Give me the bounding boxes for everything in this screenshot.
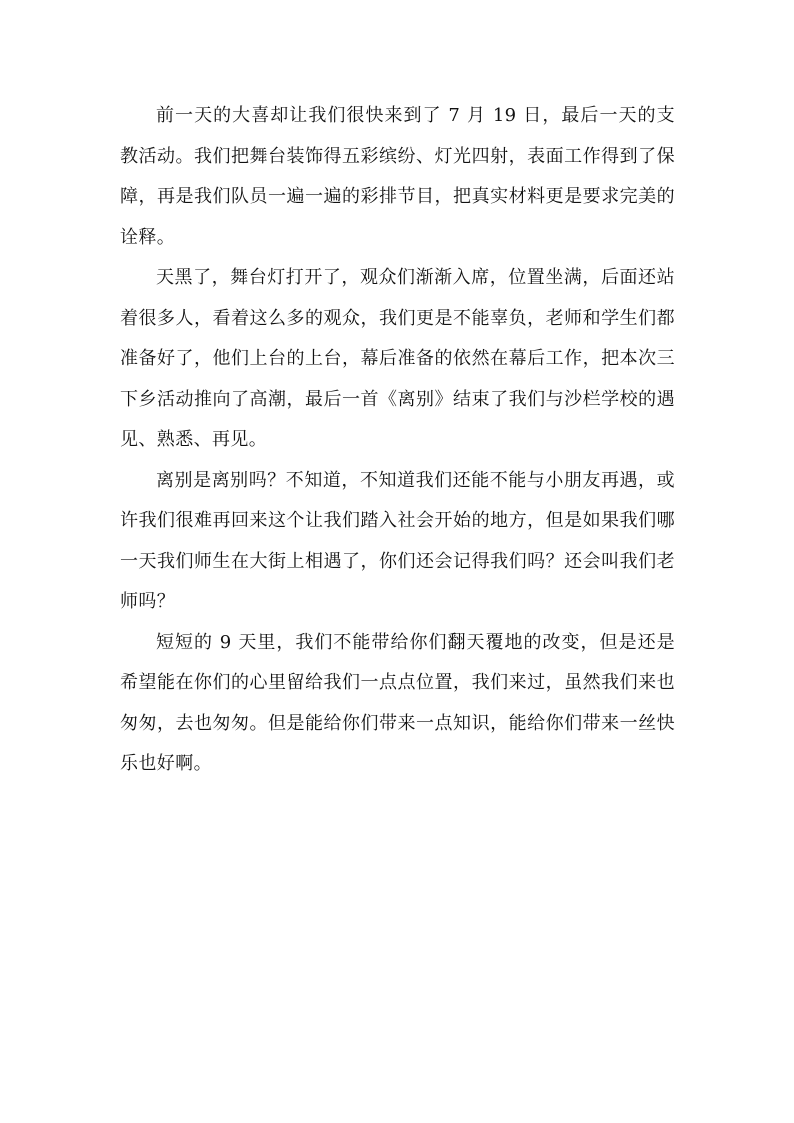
document-body <box>120 96 675 785</box>
paragraph-1: 前一天的大喜却让我们很快来到了 7 月 19 日，最后一天的支教活动。我们把舞台装饰得五彩缤纷、灯光四射，表面工作得到了保障，再是我们队员一遍一遍的彩排节目，把真实材料更是要求完美的诠释。 <box>120 105 675 248</box>
paragraph-4: 短短的 9 天里，我们不能带给你们翻天覆地的改变，但是还是希望能在你们的心里留给我们一点点位置，我们来过，虽然我们来也匆匆，去也匆匆。但是能给你们带来一点知识，能给你们带来一丝快乐也好啊。 <box>120 631 675 774</box>
paragraph-3: 离别是离别吗？不知道，不知道我们还能不能与小朋友再遇，或许我们很难再回来这个让我们踏入社会开始的地方，但是如果我们哪一天我们师生在大街上相遇了，你们还会记得我们吗？还会叫我们老师吗？ <box>120 469 675 612</box>
paragraph-2: 天黑了，舞台灯打开了，观众们渐渐入席，位置坐满，后面还站着很多人，看着这么多的观众，我们更是不能辜负，老师和学生们都准备好了，他们上台的上台，幕后准备的依然在幕后工作，把本次三下乡活动推向了高潮，最后一首《离别》结束了我们与沙栏学校的遇见、熟悉、再见。 <box>120 267 675 450</box>
